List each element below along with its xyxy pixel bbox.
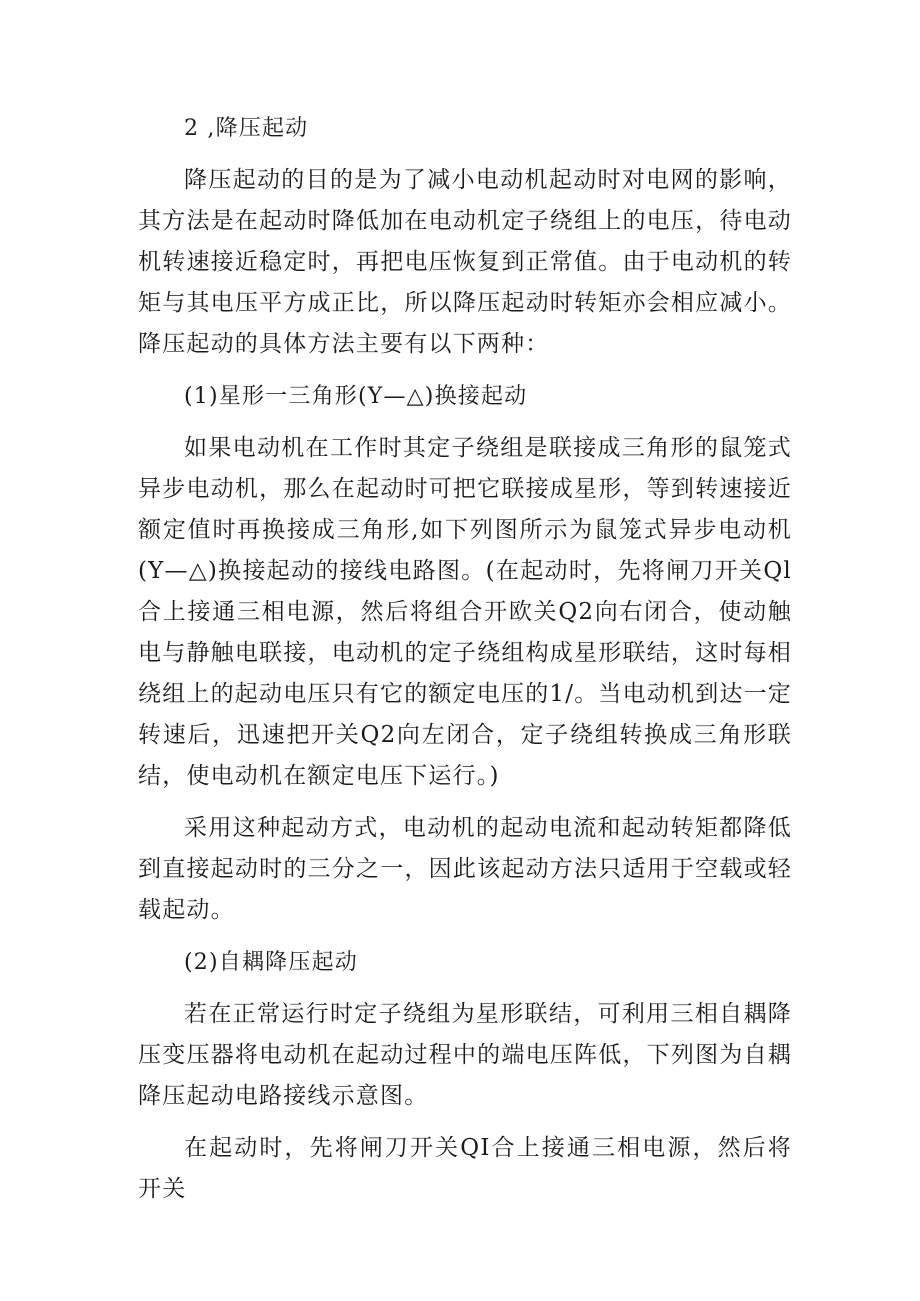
paragraph-star-delta-characteristics: 采用这种起动方式，电动机的起动电流和起动转矩都降低到直接起动时的三分之一，因此该起动方法只适用于空载或轻载起动。: [138, 815, 792, 923]
paragraph-reduced-voltage-intro: 降压起动的目的是为了减小电动机起动时对电网的影响，其方法是在起动时降低加在电动机定子绕组上的电压，待电动机转速接近稳定时，再把电压恢复到正常值。由于电动机的转矩与其电压平方成正比，所以降压起动时转矩亦会相应减小。降压起动的具体方法主要有以下两种：: [138, 167, 792, 357]
paragraph-star-delta-description: 如果电动机在工作时其定子绕组是联接成三角形的鼠笼式异步电动机，那么在起动时可把它联接成星形，等到转速接近额定值时再换接成三角形,如下列图所示为鼠笼式异步电动机(Y—△)换接起动的接线电路图。(在起动时，先将闸刀开关Ql合上接通三相电源，然后将组合开欧关Q2向右闭合，使动触电与静触电联接，电动机的定子绕组构成星形联结，这时每相绕组上的起动电压只有它的额定电压的1/。当电动机到达一定转速后，迅速把开关Q2向左闭合，定子绕组转换成三角形联结，使电动机在额定电压下运行。): [138, 435, 792, 789]
document-body: [138, 108, 792, 1221]
paragraph-autotransformer-description: 若在正常运行时定子绕组为星形联结，可利用三相自耦降压变压器将电动机在起动过程中的端电压阵低，下列图为自耦降压起动电路接线示意图。: [138, 1001, 792, 1109]
section-heading-reduced-voltage-start: 2 ,降压起动: [184, 116, 309, 141]
subheading-autotransformer-start: (2)自耦降压起动: [184, 950, 358, 975]
subheading-star-delta-start: (1)星形一三角形(Y—△)换接起动: [184, 384, 528, 409]
paragraph-autotransformer-procedure: 在起动时，先将闸刀开关QI合上接通三相电源，然后将开关: [138, 1135, 792, 1202]
